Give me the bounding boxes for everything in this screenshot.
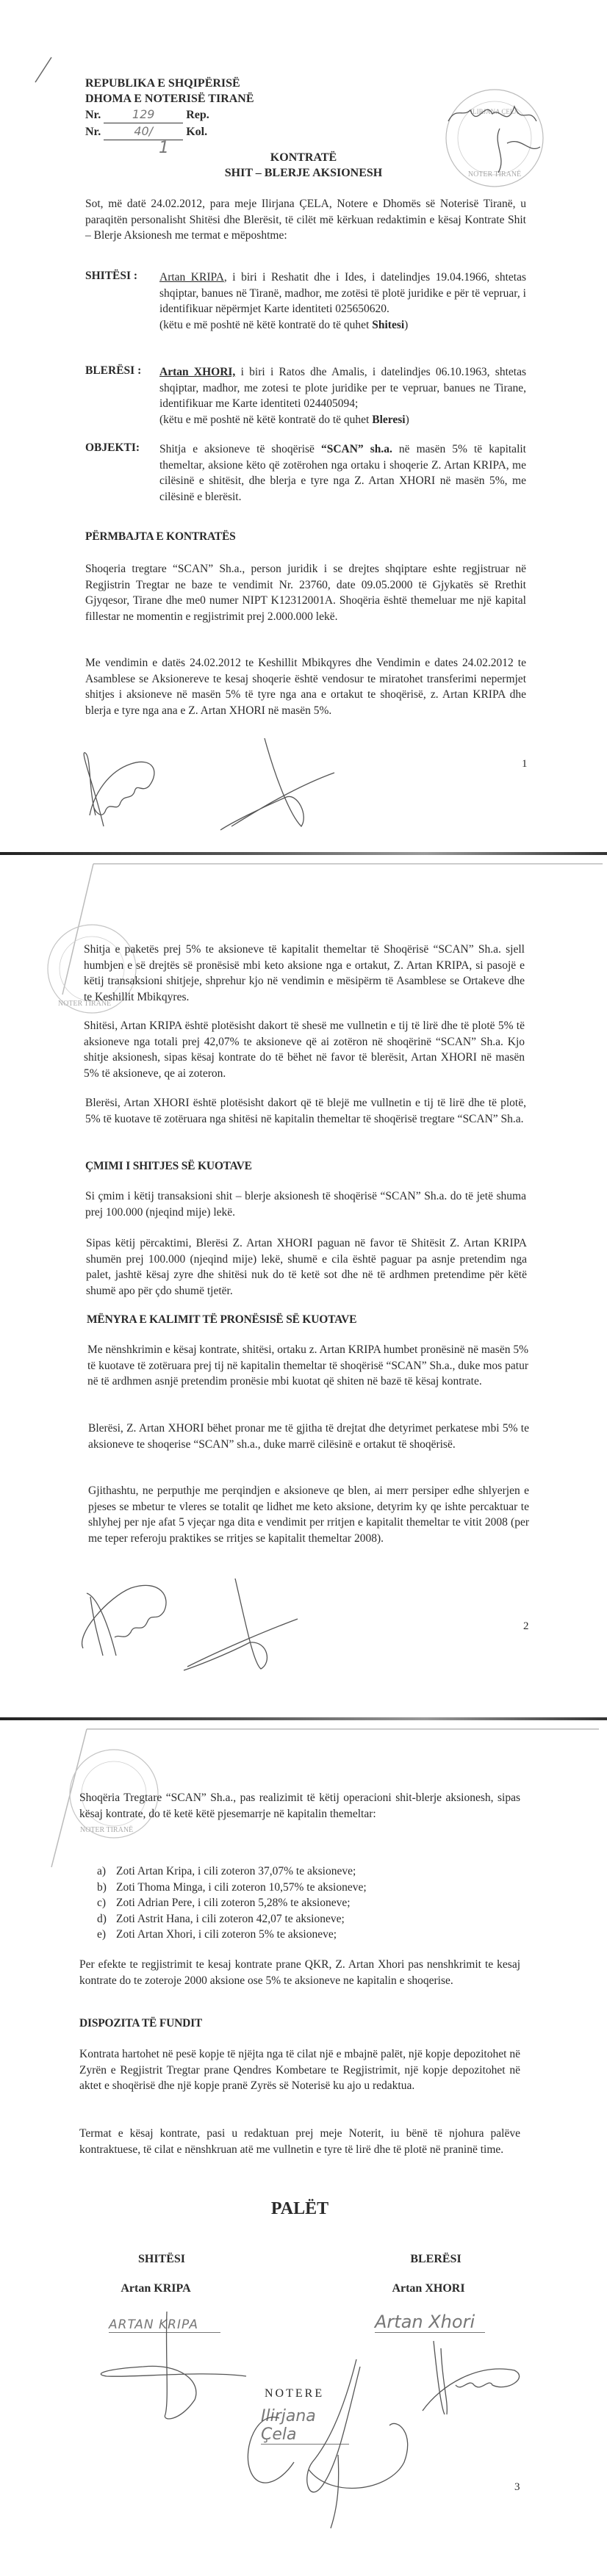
shareholder-text: Zoti Thoma Minga, i cili zoteron 10,57% te aksioneve; (116, 1880, 367, 1894)
seller-initials-signature (79, 1582, 175, 1663)
kol-number-handwritten: 40/ (134, 124, 154, 138)
page-3 (0, 1720, 607, 2576)
buyer-initials-signature (217, 735, 342, 837)
seller-details (159, 270, 526, 333)
copies-paragraph: Kontrata hartohet në pesë kopje të njëjta nga të cilat një e mbajnë palët, një kopje depozitohet në Zyrën e Regjistrit Tregtar prane Qendres Kombetare te Regjistrimit, një kopje depozitohet në aktet e shoqërisë dhe një kopje pranë Zyrës së Noterisë ku ajo u redaktua. (79, 2048, 520, 2093)
payment-paragraph: Sipas këtij përcaktimi, Blerësi Z. Artan XHORI paguan në favor të Shitësit Z. Artan KRIPA shumën prej 100.000 (njeqind mije) lekë, shumë e cila është paguar pa asnje pretendim nga palet, jashtë kësaj zyre dhe shitësi nuk do të ketë sot dhe në të ardhmen pretendime për këtë shumë apo për çdo shumë tjetër. (86, 1237, 527, 1297)
company-paragraph: Shoqeria tregtare “SCAN” Sh.a., person juridik i se drejtes shqiptare eshte regjistruar në Regjistrin Tregtar ne baze te vendimit Nr. 23760, date 09.05.2000 të Gjykatës së Rrethit Gjyqesor, Tirane dhe me0 numer NIPT K12312001A. Shoqëria është themeluar me një kapital fillestar ne momentin e regjistrimit prej 2.000.000 lekë. (85, 563, 526, 623)
buyer-initials-signature (180, 1575, 305, 1678)
kol-number-value (104, 123, 183, 140)
rep-suffix: Rep. (186, 109, 209, 121)
registration-paragraph: Per efekte te regjistrimit te kesaj kontrate prane QKR, Z. Artan Xhori pas nenshkrimit te kesaj kontrate do te zoteroje 2000 aksione ose 5% te aksioneve ne kapitalin e shoqerise. (79, 1958, 520, 1987)
section-heading-price: ÇMIMI I SHITJES SË KUOTAVE (85, 1160, 252, 1172)
buyer-name: Artan XHORI, (159, 366, 236, 378)
seller-agreement-paragraph: Shitësi, Artan KRIPA është plotësisht dakort të shesë me vullnetin e tij të lirë dhe të plotë 5% të aksioneve nga totali prej 42,07% te aksioneve që ai zotëron në shoqërinë “SCAN” Sh.a. Kjo shitje aksionesh, sipas kësaj kontrate do të bëhet në favor të blerësit, Artan XHORI në masën 5% të aksioneve, qe ai zoteron. (84, 1020, 525, 1080)
document-header (85, 76, 254, 156)
post-transaction-paragraph: Shoqëria Tregtare “SCAN” Sh.a., pas realizimit të këtij operacioni shit-blerje aksionesh, sipas kësaj kontrate, do të ketë këtë pjesemarrje në kapitalin themeltar: (79, 1792, 520, 1820)
object-text: Shitja e aksioneve të shoqërisë (159, 443, 321, 455)
rep-number-value (104, 107, 183, 123)
page-number: 2 (523, 1620, 529, 1632)
stamp-text: NOTER TIRANË (79, 1826, 134, 1834)
seller-label: SHITËSI : (85, 270, 138, 282)
object-label: OBJEKTI: (85, 441, 140, 454)
page-2 (0, 855, 607, 1717)
nr-label: Nr. (85, 126, 101, 138)
republic-heading: REPUBLIKA E SHQIPËRISË (85, 77, 240, 90)
buyer-role-label: BLERËSI (410, 2253, 461, 2265)
buyer-text: i biri i Ratos dhe Amalis, i datelindjes 06.10.1963, shtetas shqiptar, madhor, me zotesi te plote juridike per te vepruar, banues ne Tirane, identifikuar me Karte identiteti 024405094; (159, 366, 526, 411)
buyer-note: (këtu e më poshtë në këtë kontratë do të quhet (159, 413, 373, 426)
seller-note: (këtu e më poshtë në këtë kontratë do të quhet (159, 318, 373, 331)
sale-paragraph: Shitja e paketës prej 5% te aksioneve të kapitalit themeltar të Shoqërisë “SCAN” Sh.a. sjell humbjen e së drejtës së pronësisë mbi keto aksione nga e ortakut, Z. Artan KRIPA, si pasojë e këtij transaksioni shitjeje, shprehur kjo në vendimin e mësipërm të Asamblese se Ortakeve dhe te Keshillit Mbikqyres. (84, 943, 525, 1003)
buyer-note-end: ) (405, 413, 409, 426)
buyer-label: BLERËSI : (85, 364, 142, 377)
seller-text: , i biri i Reshatit dhe i Ides, i datelindjes 19.04.1966, shtetas shqiptar, banues në Tiranë, madhor, me zotësi të plotë juridike e për të vepruar, i identifikuar nëpërmjet Karte identiteti 025650620. (159, 271, 526, 316)
contract-subtitle: SHIT – BLERJE AKSIONESH (224, 167, 383, 179)
page-1 (0, 0, 607, 852)
shareholder-item (97, 1880, 509, 1896)
section-heading-content: PËRMBAJTA E KONTRATËS (85, 530, 236, 543)
company-name: “SCAN” sh.a. (320, 443, 392, 455)
shareholder-item (97, 1864, 509, 1880)
terms-paragraph: Termat e kësaj kontrate, pasi u redaktuan prej meje Noterit, iu bënë të njohura palëve kontraktuese, të cilat e nënshkruan atë me vullnetin e tyre të lirë dhe të plotë në praninë time. (79, 2127, 520, 2156)
list-marker: d) (97, 1912, 107, 1925)
list-marker: a) (97, 1865, 107, 1877)
seller-name: Artan KRIPA (159, 271, 224, 284)
kol-extra-handwritten: 1 (159, 139, 169, 157)
kol-number-line (85, 123, 254, 140)
object-text-cont: në masën 5% të kapitalit themeltar, aksione këto që zotërohen nga ortaku i shoqerie Z. Artan KRIPA, me cilësinë e shitësit, dhe blerja e tyre nga Z. Artan XHORI në masën 5%, me cilësinë e blerësit. (159, 443, 526, 503)
page-number: 1 (522, 758, 528, 770)
shareholder-text: Zoti Artan Xhori, i cili zoteron 5% te aksioneve; (116, 1928, 337, 1941)
seller-initials-signature (79, 742, 168, 837)
seller-alias: Shitesi (372, 318, 405, 331)
parties-heading: PALËT (270, 2199, 329, 2218)
shareholder-item (97, 1911, 509, 1927)
stamp-text-bottom: NOTER TIRANË (467, 170, 522, 178)
buyer-alias: Bleresi (372, 413, 406, 426)
seller-note-end: ) (404, 318, 409, 331)
section-heading-transfer: MËNYRA E KALIMIT TË PRONËSISË SË KUOTAVE (87, 1313, 357, 1326)
buyer-handwritten-name: Artan Xhori (375, 2312, 485, 2333)
stamp-text-top: ILIRJANA ÇELA (470, 108, 519, 115)
seller-name-label: Artan KRIPA (121, 2282, 191, 2295)
shareholder-text: Zoti Artan Kripa, i cili zoteron 37,07% te aksioneve; (116, 1865, 356, 1877)
seller-signature (92, 2312, 254, 2422)
rep-number-handwritten: 129 (132, 107, 155, 121)
notary-label: NOTERE (265, 2387, 325, 2400)
list-marker: b) (97, 1880, 107, 1894)
list-marker: c) (97, 1897, 107, 1910)
shareholder-item (97, 1895, 509, 1911)
notary-signature (243, 2359, 419, 2528)
chamber-heading: DHOMA E NOTERISË TIRANË (85, 93, 254, 105)
notary-handwritten-name: Ilirjana Çela (261, 2407, 349, 2445)
intro-paragraph: Sot, më datë 24.02.2012, para meje Ilirjana ÇELA, Notere e Dhomës së Noterisë Tiranë, u paraqitën personalisht Shitësi dhe Blerësit, të cilët më kërkuan redaktimin e kësaj Kontrate Shit – Blerje Aksionesh me termat e mëposhtme: (85, 198, 526, 242)
seller-role-label: SHITËSI (137, 2253, 186, 2265)
list-marker: e) (97, 1928, 107, 1941)
nr-label: Nr. (85, 109, 101, 121)
shareholder-text: Zoti Adrian Pere, i cili zoteron 5,28% te aksioneve; (116, 1897, 351, 1910)
contract-title: KONTRATË (270, 151, 337, 164)
buyer-name-label: Artan XHORI (392, 2282, 465, 2295)
buyer-details (159, 364, 526, 427)
ownership-paragraph: Blerësi, Z. Artan XHORI bëhet pronar me të gjitha të drejtat dhe detyrimet perkatese mbi 5% te aksioneve te shoqerise “SCAN” sh.a., duke marrë cilësinë e ortakut të shoqërisë. (88, 1422, 529, 1451)
margin-stroke-mark (0, 0, 607, 88)
buyer-agreement-paragraph: Blerësi, Artan XHORI është plotësisht dakort që të blejë me vullnetin e tij të lirë dhe të plotë, 5% të kuotave të zotëruara nga shitësi në kapitalin themeltar të shoqërisë tregtare “SCAN” Sh.a. (85, 1097, 526, 1125)
kol-suffix: Kol. (186, 126, 208, 138)
object-details (159, 441, 526, 505)
stamp-text: NOTER TIRANË (57, 1000, 112, 1008)
page-number: 3 (514, 2481, 520, 2493)
seller-handwritten-name: ARTAN KRIPA (109, 2317, 220, 2333)
price-paragraph: Si çmim i këtij transaksioni shit – blerje aksionesh të shoqërisë “SCAN” Sh.a. do të jetë shuma prej 100.000 (njeqind mije) lekë. (85, 1190, 526, 1219)
shareholder-list (97, 1864, 509, 1943)
section-heading-final: DISPOZITA TË FUNDIT (79, 2017, 203, 2030)
shareholder-item (97, 1927, 509, 1943)
signing-paragraph: Me nënshkrimin e kësaj kontrate, shitësi, ortaku z. Artan KRIPA humbet pronësinë në masën 5% të kuotave të zotëruara prej tij në kapitalin themeltar të shoqërisë “SCAN” Sh.a., duke mos patur në të ardhmen asnjë pretendim pronësie mbi kuotat që shiten në bazë të kësaj kontrate. (87, 1343, 528, 1388)
rep-number-line (85, 107, 254, 123)
shareholder-text: Zoti Astrit Hana, i cili zoteron 42,07 te aksioneve; (116, 1912, 345, 1925)
obligations-paragraph: Gjithashtu, ne perputhje me perqindjen e aksioneve qe blen, ai merr persiper edhe shlyerjen e pjeses se mbetur te vleres se totalit qe lidhet me keto aksione, detyrim ky qe ishte percaktuar te shlyhej per nje afat 5 vjeçar nga dita e vendimit per rritjen e kapitalit themeltar te vitit 2008 (per me teper referoju praktikes se rritjes se kapitalit themeltar 2008). (88, 1484, 529, 1545)
decision-paragraph: Me vendimin e datës 24.02.2012 te Keshillit Mbikqyres dhe Vendimin e dates 24.02.2012 te Asamblese se Aksionereve te kesaj shoqerie është vendosur te miratohet transferimi nepermjet shitjes i aksioneve në masën 5% të tyre nga ana e ortakut te shoqërisë, z. Artan KRIPA dhe blerja e tyre nga ana e Z. Artan XHORI në masën 5%. (85, 657, 526, 717)
buyer-signature (419, 2341, 529, 2422)
